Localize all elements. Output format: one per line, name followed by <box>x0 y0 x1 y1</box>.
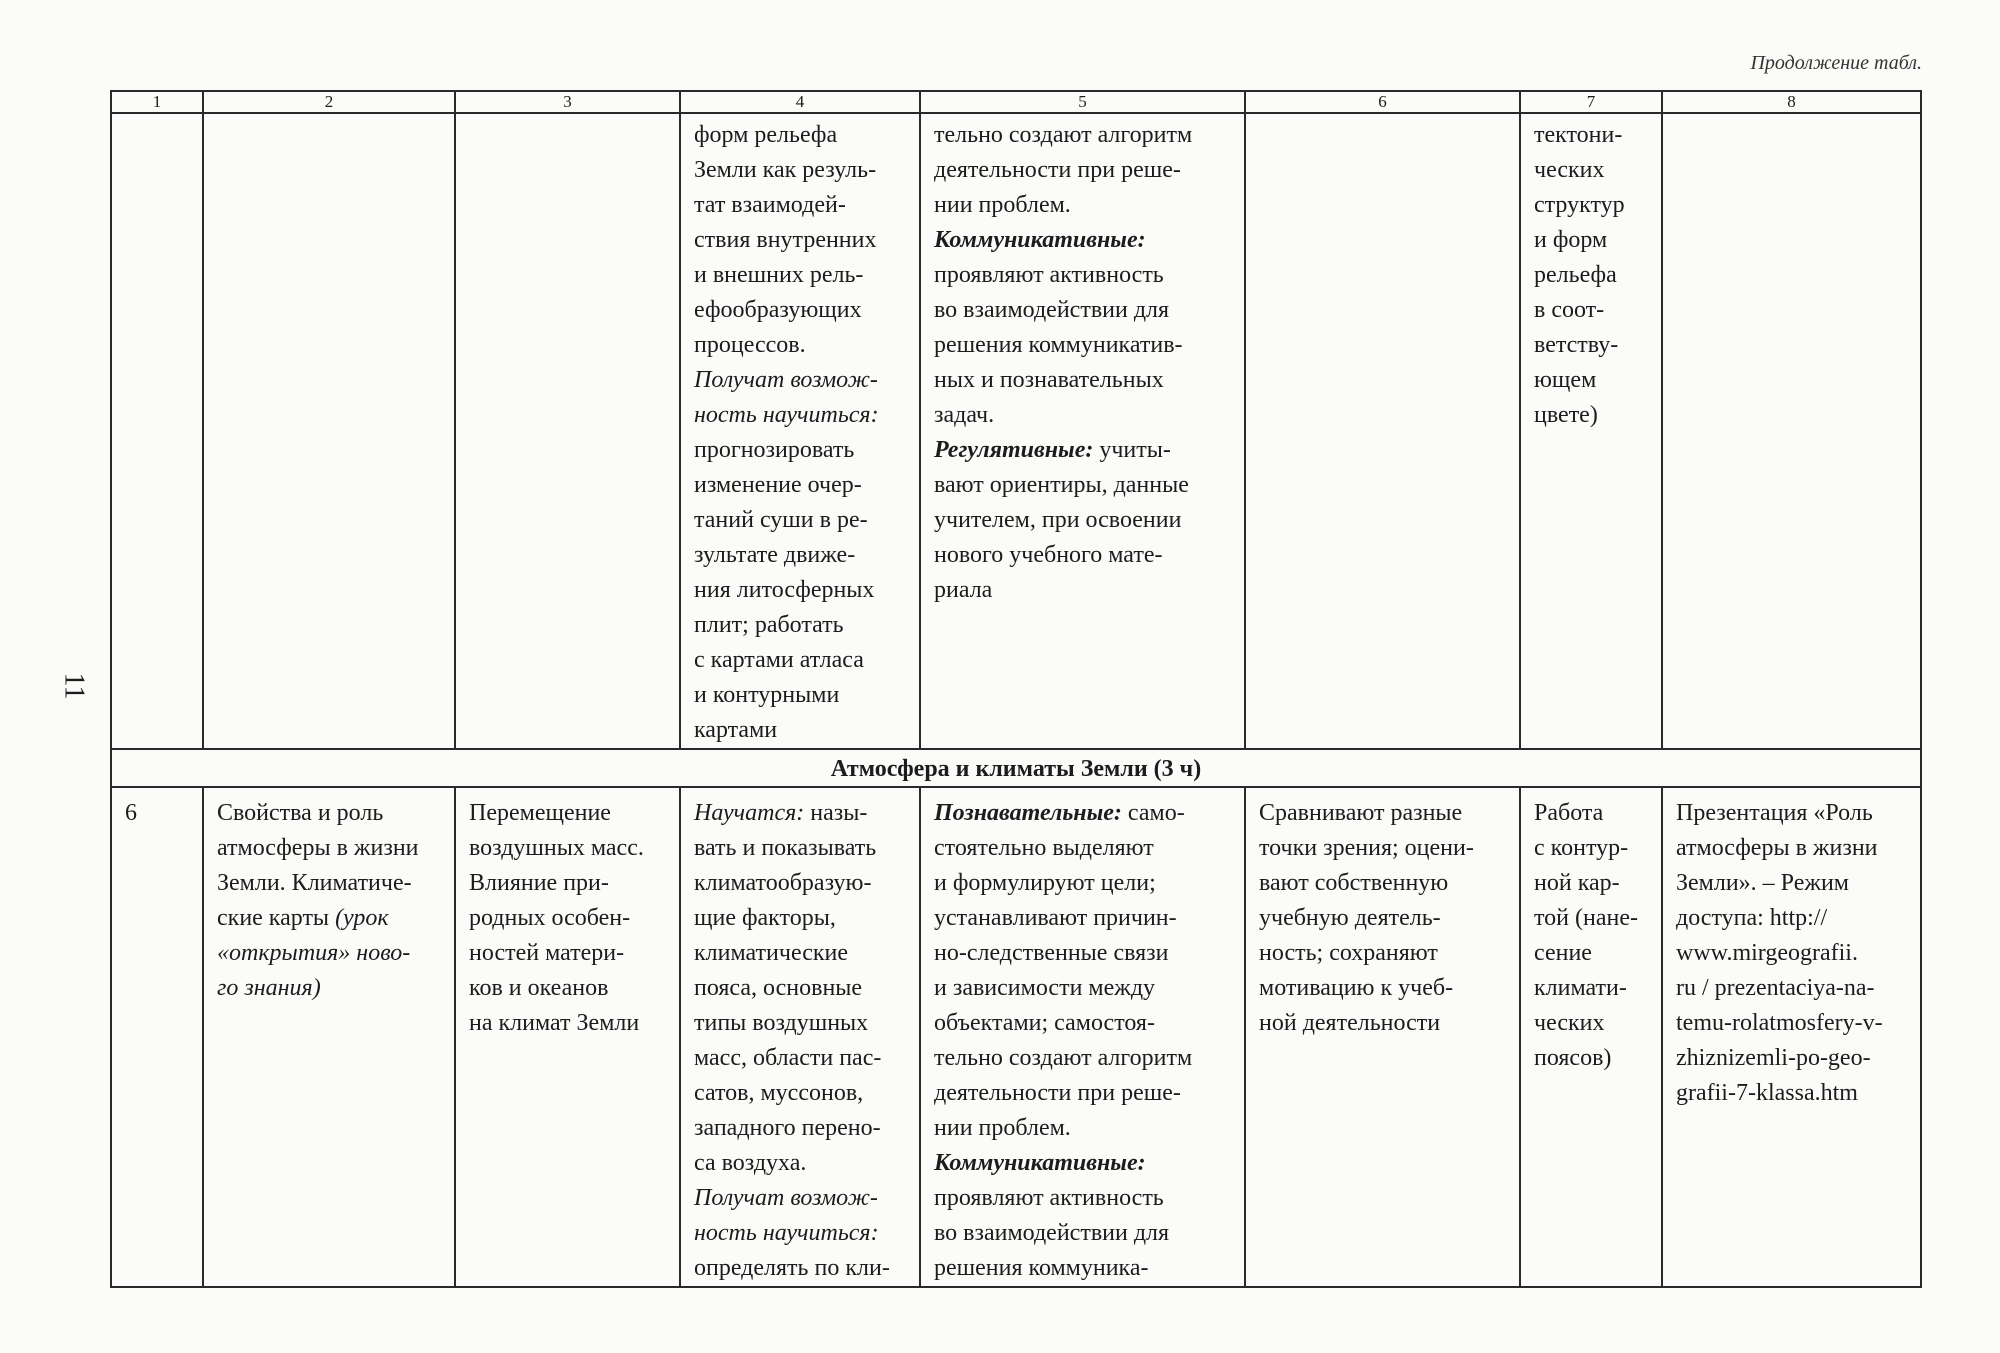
text-line: деятельности при реше- <box>934 1080 1181 1106</box>
text-line: вать и показывать <box>694 835 877 861</box>
text-line-italic: го знания) <box>217 975 321 1001</box>
text-line: зультате движе- <box>694 542 856 568</box>
text-line: картами <box>694 717 778 743</box>
text-line: Свойства и роль <box>217 800 384 826</box>
column-number-row <box>111 91 1921 113</box>
text-line: риала <box>934 577 993 603</box>
text-line <box>934 796 1231 831</box>
text-line: изменение очер- <box>694 472 862 498</box>
text-line: ной деятельности <box>1259 1010 1441 1036</box>
text-line: в соот- <box>1534 297 1605 323</box>
text-line: нового учебного мате- <box>934 542 1163 568</box>
text-line: с картами атласа <box>694 647 864 673</box>
personal-results-cell <box>1245 787 1520 1287</box>
text-line: Перемещение <box>469 800 611 826</box>
text-line: проявляют активность <box>934 1185 1164 1211</box>
text-line: во взаимодействии для <box>934 1220 1170 1246</box>
text-line-italic: Получат возмож- <box>694 1185 878 1211</box>
text-line: Работа <box>1534 800 1604 826</box>
text-line <box>694 796 906 831</box>
column-number: 1 <box>111 91 203 113</box>
text-line: решения коммуника- <box>934 1255 1149 1281</box>
text-line: климатические <box>694 940 848 966</box>
page-number: 11 <box>58 672 90 700</box>
text-line <box>217 901 441 936</box>
text-line-italic: Получат возмож- <box>694 367 878 393</box>
text-line: тектони- <box>1534 122 1623 148</box>
text-line: вают ориентиры, данные <box>934 472 1189 498</box>
text-line-italic: «открытия» ново- <box>217 940 411 966</box>
column-number: 4 <box>680 91 920 113</box>
text-line: ветству- <box>1534 332 1619 358</box>
text-fragment: ские карты <box>217 905 330 931</box>
text-line: ность; сохраняют <box>1259 940 1438 966</box>
subject-results-cell <box>680 113 920 749</box>
text-line-italic: ность научиться: <box>694 402 879 428</box>
cell-empty <box>1662 113 1921 749</box>
column-number: 5 <box>920 91 1245 113</box>
section-row <box>111 749 1921 787</box>
text-heading: Регулятивные: <box>934 437 1094 463</box>
text-line: определять по кли- <box>694 1255 890 1281</box>
text-line: нии проблем. <box>934 192 1071 218</box>
column-number: 6 <box>1245 91 1520 113</box>
lesson-row <box>111 787 1921 1287</box>
text-line: и формулируют цели; <box>934 870 1156 896</box>
text-line: ных и познавательных <box>934 367 1164 393</box>
text-line: структур <box>1534 192 1625 218</box>
text-line: тат взаимодей- <box>694 192 846 218</box>
text-line: во взаимодействии для <box>934 297 1170 323</box>
text-italic: Научатся: <box>694 800 805 826</box>
text-line-heading: Коммуникативные: <box>934 227 1146 253</box>
text-line: Земли». – Режим <box>1676 870 1849 896</box>
text-line: западного перено- <box>694 1115 881 1141</box>
text-line: таний суши в ре- <box>694 507 868 533</box>
text-line: учителем, при освоении <box>934 507 1182 533</box>
text-line: атмосферы в жизни <box>217 835 419 861</box>
text-line: и внешних рель- <box>694 262 864 288</box>
text-line: прогнозировать <box>694 437 855 463</box>
text-line: и контурными <box>694 682 840 708</box>
text-line: тельно создают алгоритм <box>934 122 1193 148</box>
text-line: ной кар- <box>1534 870 1620 896</box>
text-line: ствия внутренних <box>694 227 877 253</box>
column-number: 8 <box>1662 91 1921 113</box>
text-line: Земли. Климатиче- <box>217 870 412 896</box>
text-line: с контур- <box>1534 835 1629 861</box>
text-line: процессов. <box>694 332 806 358</box>
text-line: вают собственную <box>1259 870 1449 896</box>
text-line-heading: Коммуникативные: <box>934 1150 1146 1176</box>
text-italic: (урок <box>335 905 389 931</box>
text-line: стоятельно выделяют <box>934 835 1154 861</box>
text-line: воздушных масс. <box>469 835 644 861</box>
text-fragment: учиты- <box>1099 437 1171 463</box>
text-line: точки зрения; оцени- <box>1259 835 1474 861</box>
text-line: ющем <box>1534 367 1597 393</box>
text-line: сатов, муссонов, <box>694 1080 864 1106</box>
text-line: типы воздушных <box>694 1010 869 1036</box>
text-line <box>934 433 1231 468</box>
text-line: ния литосферных <box>694 577 875 603</box>
text-line: ков и океанов <box>469 975 609 1001</box>
cell-empty <box>111 113 203 749</box>
text-line: поясов) <box>1534 1045 1612 1071</box>
text-line: на климат Земли <box>469 1010 640 1036</box>
section-title: Атмосфера и климаты Земли (3 ч) <box>111 749 1921 787</box>
text-line: устанавливают причин- <box>934 905 1177 931</box>
text-line: сение <box>1534 940 1592 966</box>
text-line: grafii-7-klassa.htm <box>1676 1080 1858 1106</box>
meta-results-cell <box>920 787 1245 1287</box>
column-number: 3 <box>455 91 680 113</box>
text-line: нии проблем. <box>934 1115 1071 1141</box>
cell-empty <box>455 113 680 749</box>
text-line: ефообразующих <box>694 297 862 323</box>
text-line: ческих <box>1534 157 1605 183</box>
activities-cell <box>1520 787 1662 1287</box>
text-line: www.mirgeografii. <box>1676 940 1858 966</box>
text-line: са воздуха. <box>694 1150 807 1176</box>
text-line: рельефа <box>1534 262 1617 288</box>
lesson-number: 6 <box>111 787 203 1287</box>
resources-cell <box>1662 787 1921 1287</box>
text-line: объектами; самостоя- <box>934 1010 1155 1036</box>
lesson-content-cell <box>455 787 680 1287</box>
text-heading: Познавательные: <box>934 800 1122 826</box>
text-line: пояса, основные <box>694 975 863 1001</box>
column-number: 2 <box>203 91 455 113</box>
text-line: но-следственные связи <box>934 940 1169 966</box>
activities-cell <box>1520 113 1662 749</box>
text-line: плит; работать <box>694 612 844 638</box>
text-line: климати- <box>1534 975 1627 1001</box>
text-line: деятельности при реше- <box>934 157 1181 183</box>
cell-empty <box>203 113 455 749</box>
text-line: задач. <box>934 402 995 428</box>
continuation-label: Продолжение табл. <box>1750 52 1922 74</box>
lesson-plan-table <box>110 90 1922 1288</box>
column-number: 7 <box>1520 91 1662 113</box>
text-line: ностей матери- <box>469 940 625 966</box>
text-line: и форм <box>1534 227 1608 253</box>
text-line: щие факторы, <box>694 905 836 931</box>
continued-row <box>111 113 1921 749</box>
text-fragment: само- <box>1127 800 1185 826</box>
text-line: мотивацию к учеб- <box>1259 975 1454 1001</box>
text-line: Сравнивают разные <box>1259 800 1463 826</box>
subject-results-cell <box>680 787 920 1287</box>
text-line: цвете) <box>1534 402 1598 428</box>
text-line: Влияние при- <box>469 870 609 896</box>
text-line: масс, области пас- <box>694 1045 882 1071</box>
text-line: и зависимости между <box>934 975 1156 1001</box>
text-line: Земли как резуль- <box>694 157 877 183</box>
text-line: учебную деятель- <box>1259 905 1441 931</box>
text-line-italic: ность научиться: <box>694 1220 879 1246</box>
text-fragment: назы- <box>810 800 868 826</box>
text-line: атмосферы в жизни <box>1676 835 1878 861</box>
text-line: zhiznizemli-po-geo- <box>1676 1045 1871 1071</box>
text-line: климатообразую- <box>694 870 872 896</box>
text-line: той (нане- <box>1534 905 1638 931</box>
text-line: тельно создают алгоритм <box>934 1045 1193 1071</box>
meta-results-cell <box>920 113 1245 749</box>
text-line: Презентация «Роль <box>1676 800 1873 826</box>
text-line: решения коммуникатив- <box>934 332 1183 358</box>
lesson-topic-cell <box>203 787 455 1287</box>
text-line: доступа: http:// <box>1676 905 1828 931</box>
text-line: ческих <box>1534 1010 1605 1036</box>
text-line: проявляют активность <box>934 262 1164 288</box>
text-line: родных особен- <box>469 905 631 931</box>
text-line: форм рельефа <box>694 122 838 148</box>
cell-empty <box>1245 113 1520 749</box>
text-line: ru / prezentaciya-na- <box>1676 975 1875 1001</box>
text-line: temu-rolatmosfery-v- <box>1676 1010 1883 1036</box>
